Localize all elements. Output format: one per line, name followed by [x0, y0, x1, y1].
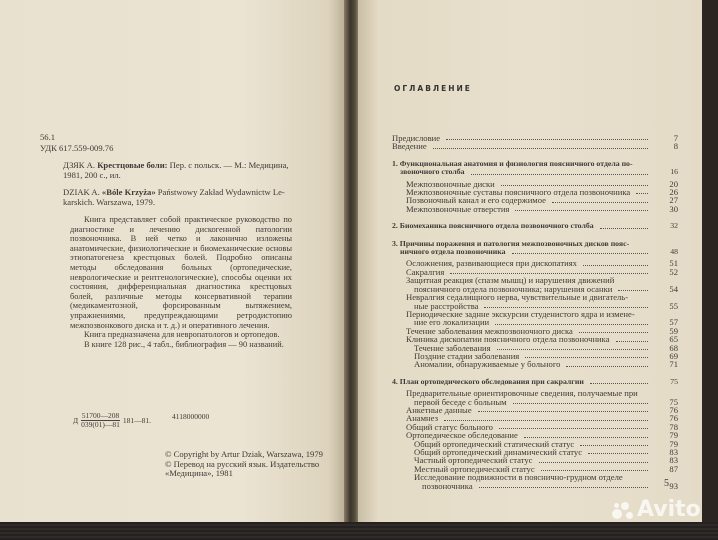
dot-leader: [479, 487, 648, 488]
copyright-line-1: © Copyright by Artur Dziak, Warszawa, 1979: [165, 449, 323, 459]
toc-entry-text: Аномалии, обнаруживаемые у больного: [414, 359, 561, 370]
toc-page-number: 52: [669, 266, 678, 277]
avito-logo-icon: [612, 501, 634, 519]
toc-entry-text: Сакралгия: [406, 266, 445, 277]
dot-leader: [616, 341, 648, 342]
toc-page-number: 30: [669, 203, 678, 214]
toc-entry: [392, 160, 678, 177]
pl-imprint-1: Państwowy Zakład Wydawnictw Le-: [157, 187, 285, 197]
stats-text: В книге 128 рис., 4 табл., библиография — 90 названий.: [84, 339, 284, 349]
toc-page-number: 48: [670, 247, 678, 257]
toc-page-number: 20: [669, 178, 678, 189]
toc-entry-text: ничного отдела позвоночника: [400, 247, 506, 257]
dot-leader: [501, 185, 648, 186]
udk-code: УДК 617.559-009.76: [40, 143, 114, 153]
toc-entry-text: ные расстройства: [414, 300, 479, 311]
toc-entry-text: Межпозвоночные диски: [406, 178, 495, 189]
dot-leader: [590, 383, 648, 384]
code-suffix: 181—81.: [122, 416, 151, 425]
code-denominator: 039(01)—81: [81, 420, 120, 429]
toc-page-number: 7: [673, 133, 678, 143]
pl-author: DZIAK A.: [63, 187, 100, 197]
toc-entry: [392, 310, 678, 327]
toc-entry-text: Предисловие: [392, 133, 441, 143]
dot-leader: [588, 453, 648, 454]
polish-citation: [63, 187, 293, 207]
code-prefix: Д: [73, 416, 79, 425]
toc-entry-text: Защитная реакция (спазм мышц) и нарушения движений: [406, 275, 615, 286]
toc-page-number: 68: [669, 342, 678, 353]
dot-leader: [515, 210, 648, 211]
toc-entry-text: звоночного столба: [400, 167, 465, 177]
toc-entry-text: 4. План ортопедического обследования при сакралгии: [392, 376, 584, 386]
code-numerator: 51700—208: [81, 411, 120, 420]
page-number: 5: [664, 478, 669, 489]
toc-entry: [392, 473, 678, 490]
toc-entry-text: Ортопедическое обследование: [406, 430, 518, 441]
dot-leader: [495, 324, 648, 325]
pl-imprint-2: karskich. Warszawa, 1979.: [63, 197, 155, 207]
dot-leader: [478, 411, 648, 412]
toc-page-number: 57: [669, 317, 678, 328]
copyright-line-3: «Медицина», 1981: [165, 468, 233, 479]
toc-entry: [392, 360, 678, 368]
toc-entry-text: Позвоночный канал и его содержимое: [406, 195, 546, 206]
toc-entry-text: Течение заболевания межпозвоночного диска: [406, 325, 573, 336]
toc-entry-text: Анкетные данные: [406, 404, 472, 415]
dot-leader: [446, 139, 648, 140]
table-of-contents: [392, 134, 678, 490]
toc-entry-text: Общий ортопедический статический статус: [414, 438, 575, 449]
dot-leader: [444, 420, 648, 421]
toc-page-number: 87: [669, 463, 678, 474]
toc-entry: [392, 276, 678, 293]
ru-imprint-1: Пер. с польск. — М.: Медицина,: [169, 160, 289, 170]
toc-entry: [392, 142, 678, 150]
toc-page-number: 16: [670, 167, 678, 177]
toc-entry-text: Общий статус больного: [406, 421, 493, 432]
toc-page-number: 83: [669, 447, 678, 457]
toc-page-number: 78: [669, 421, 678, 432]
toc-entry-text: Межпозвоночные отверстия: [406, 203, 510, 214]
dot-leader: [524, 437, 648, 438]
toc-entry-text: 2. Биомеханика поясничного отдела позвоночного столба: [392, 221, 594, 231]
dot-leader: [580, 445, 648, 446]
dot-leader: [552, 202, 648, 203]
code-fraction: [81, 412, 120, 429]
toc-entry: [392, 293, 678, 310]
contents-title: ОГЛАВЛЕНИЕ: [394, 84, 472, 93]
dot-leader: [512, 253, 648, 254]
code-number: 4118000000: [172, 412, 210, 421]
dot-leader: [583, 265, 648, 266]
toc-entry-text: Предварительные ориентировочные сведения, получаемые при: [406, 388, 638, 399]
toc-entry-text: Местный ортопедический статус: [414, 463, 535, 474]
toc-entry: [392, 205, 678, 213]
toc-page-number: 71: [669, 359, 678, 370]
toc-entry: [392, 222, 678, 230]
toc-page-number: 8: [673, 141, 678, 152]
dot-leader: [471, 174, 648, 175]
toc-page-number: 83: [669, 455, 678, 466]
toc-entry-text: ние его локализации: [414, 317, 490, 328]
toc-entry-text: Поздние стадии заболевания: [414, 350, 520, 361]
toc-page-number: 51: [669, 258, 678, 269]
dot-leader: [513, 403, 648, 404]
toc-entry-text: Клиника дископатии поясничного отдела позвоночника: [406, 334, 610, 345]
toc-entry-text: Невралгия седалищного нерва, чувствительные и двигатель-: [406, 292, 629, 303]
dot-leader: [566, 366, 648, 367]
annotation: [70, 215, 292, 349]
toc-entry-text: Введение: [392, 141, 427, 152]
toc-entry: [392, 134, 678, 142]
toc-entry-text: Межпозвоночные суставы поясничного отдела позвоночника: [406, 187, 631, 198]
toc-page-number: 76: [669, 404, 678, 415]
copyright-block: [165, 450, 323, 479]
avito-text: Avito: [637, 497, 701, 522]
avito-watermark: [612, 497, 701, 522]
dot-leader: [539, 462, 649, 463]
toc-entry-text: Течение заболевания: [414, 342, 491, 353]
dot-leader: [497, 349, 648, 350]
toc-entry-text: 3. Причины поражения и патология межпозвоночных дисков пояс-: [392, 238, 630, 248]
toc-entry: [392, 378, 678, 386]
dot-leader: [618, 290, 648, 291]
toc-entry-text: поясничного отдела позвоночника; нарушения осанки: [414, 283, 613, 294]
table-surface: [0, 522, 718, 540]
toc-page-number: 65: [669, 334, 678, 345]
dot-leader: [541, 470, 648, 471]
bbk-code: 56.1: [40, 132, 56, 142]
toc-page-number: 32: [670, 221, 678, 231]
toc-entry-text: Осложнения, развивающиеся при дископатиях: [406, 258, 577, 269]
toc-entry-text: Исследование подвижности в пояснично-грудном отделе: [414, 472, 623, 483]
toc-page-number: 79: [669, 438, 678, 449]
toc-page-number: 79: [669, 430, 678, 441]
toc-page-number: 75: [670, 376, 678, 386]
toc-entry-text: первой беседе с больным: [414, 396, 507, 407]
toc-page-number: 55: [669, 300, 678, 311]
dot-leader: [433, 148, 648, 149]
dot-leader: [499, 428, 648, 429]
dot-leader: [484, 307, 648, 308]
dot-leader: [600, 228, 648, 229]
toc-page-number: 93: [669, 480, 678, 491]
russian-citation: [63, 160, 293, 180]
toc-page-number: 59: [669, 325, 678, 336]
toc-entry: [392, 240, 678, 257]
copyright-line-2: © Перевод на русский язык. Издательство: [165, 458, 320, 469]
dot-leader: [636, 193, 648, 194]
toc-entry-text: Периодические заднне экскурсии студенистого ядра и измене-: [406, 308, 635, 319]
dot-leader: [525, 357, 648, 358]
toc-page-number: 69: [669, 350, 678, 361]
ru-imprint-2: 1981, 200 с., ил.: [63, 170, 121, 180]
toc-entry: [392, 389, 678, 406]
dot-leader: [450, 273, 648, 274]
audience-text: Книга предназначена для невропатологов и ортопедов.: [84, 330, 280, 340]
catalog-code: [73, 412, 209, 429]
toc-entry-text: Частный ортопедический статус: [414, 455, 533, 466]
toc-page-number: 54: [669, 283, 678, 294]
toc-page-number: 75: [669, 396, 678, 407]
abstract-text: Книга представляет собой практическое руководство по диагностике и лечению дискогенной патологии позвоночника. В ней четко и лаконично изложены анатомические, физиологические и биомеханические основы этиопатогенеза крестцовых болей. Подробно описаны методы обследования больных (ортопедические, неврологические и рентгенологические), способы оценки их состояния, дифференциальная диагностика крестцовых болей, различные методы консервативной терапии (медикаментозной, форсированным вытяжением, упражнениями, предупреждающими ретродистопию межпозвонкового диска и т. д.) и оперативного лечения.: [70, 215, 292, 330]
dot-leader: [579, 332, 648, 333]
toc-entry-text: Анамнез: [406, 413, 438, 424]
toc-page-number: 26: [669, 187, 678, 198]
ru-title: Крестцовые боли:: [97, 160, 168, 170]
toc-page-number: 27: [669, 195, 678, 206]
ru-author: ДЗЯК А.: [63, 160, 96, 170]
toc-entry-text: 1. Функциональная анатомия и физиология поясничного отдела по-: [392, 158, 633, 168]
toc-page-number: 76: [669, 413, 678, 424]
pl-title: «Bóle Krzyża»: [101, 187, 156, 197]
toc-entry-text: Общий ортопедический динамический статус: [414, 447, 583, 457]
toc-entry-text: позвоночника: [422, 480, 473, 491]
